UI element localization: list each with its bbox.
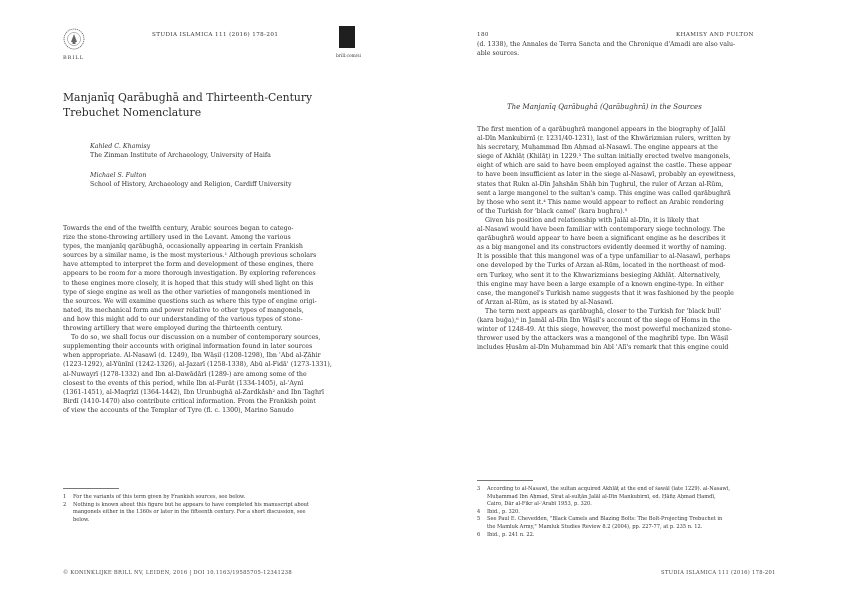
footnote-line: the Mamluk Army," Mamluk Studies Review 8.2 (2004), pp. 227-77, at p. 235 n. 12. [487, 523, 703, 530]
text-line: nated, its mechanical form and power relative to other types of mangonels, [63, 306, 304, 314]
text-line: (d. 1338), the Annales de Terra Sancta and the Chronique d'Amadi are also valu- [477, 41, 736, 48]
text-line: thrower used by the attackers was a mangonel of the maghribī type. Ibn Wāṣil [477, 335, 729, 343]
footnote [477, 516, 777, 531]
text-line: and how this might add to our understanding of the various types of stone- [63, 315, 303, 323]
text-line: ern Turkey, who sent it to the Khwarizmians besieging Akhlāṭ. Alternatively, [477, 271, 721, 279]
footnote-line: Muḥammad Ibn Aḥmad, Sīrat al-sulṭān Jalāl al-Dīn Mankubirnī, ed. Ḥāfiẓ Aḥmad Ḥamdī, [487, 493, 716, 500]
page-number: 180 [477, 32, 489, 38]
text-line: winter of 1248-49. At this siege, however, the most powerful mechanized stone- [477, 326, 732, 334]
author-block [90, 142, 292, 189]
title-line: Trebuchet Nomenclature [63, 106, 202, 119]
footnote-line: below. [73, 516, 90, 523]
text-line: al-Nuwayrī (1278-1332) and Ibn al-Dawādārī (1289-) are among some of the [63, 370, 307, 378]
footnote-rule [477, 480, 533, 481]
text-line: rize the stone-throwing artillery used in the Levant. Among the various [63, 234, 291, 242]
footnote [63, 502, 363, 525]
footnote-line: Cairo, Dār al-Fikr al-ʿArabī 1953, p. 320. [487, 501, 592, 508]
footnote-number: 3 [477, 486, 481, 492]
paragraph [477, 125, 777, 216]
text-line: Towards the end of the twelfth century, Arabic sources began to catego- [63, 225, 294, 232]
text-line: this engine may have been a large example of a known engine-type. In either [477, 280, 724, 288]
text-line: (1361-1451), al-Maqrīzī (1364-1442), Ibn Urunbughā al-Zardkāsh² and Ibn Taghrī [63, 388, 325, 396]
text-line: to have been insufficient as later in the siege al-Nasawī, probably an eyewitness, [477, 171, 736, 179]
text-line: qarābughrā would appear to have been a significant engine as he describes it [477, 235, 726, 243]
left-footer: © KONINKLIJKE BRILL NV, LEIDEN, 2016 | DOI 10.1163/19585705-12341238 [63, 570, 292, 576]
footnote [477, 509, 777, 517]
publisher-name: BRILL [63, 55, 85, 61]
footnote [63, 494, 363, 502]
right-footnotes [477, 486, 777, 539]
footnote-number: 6 [477, 531, 481, 538]
text-line: appears to be room for a more thorough investigation. By exploring references [63, 270, 316, 278]
footnote-line: According to al-Nasawī, the sultan acquired Akhlāṭ at the end of šawāl (late 1229). al-Nasawī, [487, 486, 731, 492]
footnote-line: mangonels either in the 1360s or later in the fifteenth century. For a short discussion, see [73, 509, 306, 516]
footnote-text [73, 502, 363, 525]
journal-url: brill.com/si [336, 54, 361, 59]
journal-logo-icon [339, 26, 355, 48]
brill-logo-icon [62, 27, 86, 51]
footnote-number: 5 [477, 516, 481, 523]
text-line: eight of which are said to have been employed against the castle. These appear [477, 162, 732, 170]
text-line: The term next appears as qarābughā, closer to the Turkish for 'black bull' [485, 307, 722, 315]
footnote-text [487, 509, 777, 517]
article-title [63, 90, 312, 120]
paragraph [477, 307, 777, 352]
footnote-number: 2 [63, 501, 67, 508]
text-line: Given his position and relationship with Jalāl al-Dīn, it is likely that [485, 216, 700, 224]
text-line: al-Nasawī would have been familiar with contemporary siege technology. The [477, 226, 726, 234]
right-page [421, 0, 842, 595]
text-line: To do so, we shall focus our discussion on a number of contemporary sources, [71, 334, 321, 342]
text-line: supplementing their accounts with original information found in later sources [63, 343, 313, 351]
text-line: (kara buğa),⁶ in Jamāl al-Dīn Ibn Wāṣil's account of the siege of Ḥoms in the [477, 316, 721, 324]
footnote-line: Ibid., p. 241 n. 22. [487, 531, 535, 538]
paragraph [477, 216, 777, 307]
author-affiliation: School of History, Archaeology and Religion, Cardiff University [90, 180, 292, 188]
text-line: of view the accounts of the Templar of Tyre (fl. c. 1300), Marino Sanudo [63, 406, 294, 414]
section-heading: The Manjanīq Qarābughā (Qarābughrā) in the Sources [507, 103, 702, 111]
text-line: closest to the events of this period, while Ibn al-Furāt (1334-1405), al-ʿAynī [63, 379, 304, 387]
text-line: of the Turkish for 'black camel' (kara bughra).⁵ [477, 207, 628, 215]
text-line: types, the manjanīq qarābughā, occasionally appearing in certain Frankish [63, 243, 303, 251]
right-footer: STUDIA ISLAMICA 111 (2016) 178-201 [661, 570, 776, 576]
footnote-text [487, 486, 777, 509]
paragraph [63, 224, 363, 333]
author-name: Michael S. Fulton [90, 171, 147, 179]
text-line: the sources. We will examine questions such as where this type of engine origi- [63, 297, 317, 305]
footnote-line: See Paul E. Chevedden, "Black Camels and Blazing Bolts: The Bolt-Projecting Trebuchet in [487, 516, 723, 523]
text-line: as a big mangonel and its constructors evidently deemed it worthy of naming. [477, 244, 727, 252]
text-line: al-Dīn Mankubirnī (r. 1231/40-1231), last of the Khwārizmian rulers, written by [477, 135, 731, 143]
journal-header: STUDIA ISLAMICA 111 (2016) 178-201 [152, 32, 279, 38]
footnote-text [73, 494, 363, 502]
text-line: sources by a similar name, is the most mysterious.¹ Although previous scholars [63, 252, 317, 260]
text-line: to these engines more closely, it is hoped that this study will shed light on this [63, 279, 314, 287]
paragraph [63, 333, 363, 415]
footnote-line: Ibid., p. 320. [487, 508, 520, 515]
footnote-text [487, 516, 777, 531]
footnote-line: Nothing is known about this figure but he appears to have completed his manuscript about [73, 501, 309, 508]
author-name: Kahled C. Khamisy [90, 143, 151, 150]
text-line: have attempted to interpret the form and development of these engines, there [63, 261, 314, 269]
footnote-rule [63, 488, 119, 489]
text-line: by those who sent it.⁴ This name would appear to reflect an Arabic rendering [477, 198, 724, 206]
text-line: (1223-1292), al-Yūnīnī (1242-1326), al-Jazarī (1258-1338), Abū al-Fidāʾ (1273-1331), [63, 361, 332, 369]
text-line: one developed by the Turks of Arzan al-Rūm, located in the northeast of mod- [477, 262, 726, 270]
text-line: includes Ḥusām al-Dīn Muḥammad bin Abī ʿAlī's remark that this engine could [477, 344, 729, 352]
text-line: states that Rukn al-Dīn Jahshān Shāh bin Ṭughrul, the ruler of Arzan al-Rūm, [477, 180, 724, 188]
footnote [477, 532, 777, 540]
text-line: when appropriate. Al-Nasawī (d. 1249), Ibn Wāṣil (1208-1298), Ibn ʿAbd al-Ẓāhir [63, 352, 321, 360]
text-line: It is possible that this mangonel was of a type unfamiliar to al-Nasawī, perhaps [477, 253, 731, 261]
left-body-text [63, 224, 363, 415]
text-line: his secretary, Muḥammad Ibn Aḥmad al-Nasawī. The engine appears at the [477, 144, 718, 152]
right-body-text [477, 125, 777, 352]
left-footnotes [63, 494, 363, 524]
footnote-text [487, 532, 777, 540]
title-line: Manjanīq Qarābughā and Thirteenth-Century [63, 91, 313, 104]
footnote-line: For the variants of this term given by Frankish sources, see below. [73, 494, 246, 500]
text-line: of Arzan al-Rūm, as is stated by al-Nasawī. [477, 298, 614, 306]
right-top-text [477, 40, 777, 58]
running-header: KHAMISY AND FULTON [676, 32, 754, 38]
footnote [477, 486, 777, 509]
author-affiliation: The Zinman Institute of Archaeology, University of Haifa [90, 152, 271, 160]
text-line: able sources. [477, 50, 520, 58]
text-line: throwing artillery that were employed during the thirteenth century. [63, 325, 283, 333]
text-line: Birdī (1410-1470) also contribute critical information. From the Frankish point [63, 397, 316, 405]
text-line: case, the mangonel's Turkish name suggests that it was fashioned by the people [477, 289, 734, 297]
footnote-number: 1 [63, 494, 67, 500]
text-line: type of siege engine as well as the other varieties of mangonels mentioned in [63, 288, 311, 296]
footnote-number: 4 [477, 508, 481, 515]
text-line: The first mention of a qarābughrā mangonel appears in the biography of Jalāl [477, 126, 726, 133]
text-line: sent a large mangonel to the sultan's camp. This engine was called qarābughrā [477, 189, 731, 197]
text-line: siege of Akhlāṭ (Khilāṭ) in 1229.³ The sultan initially erected twelve mangonels, [477, 153, 731, 161]
